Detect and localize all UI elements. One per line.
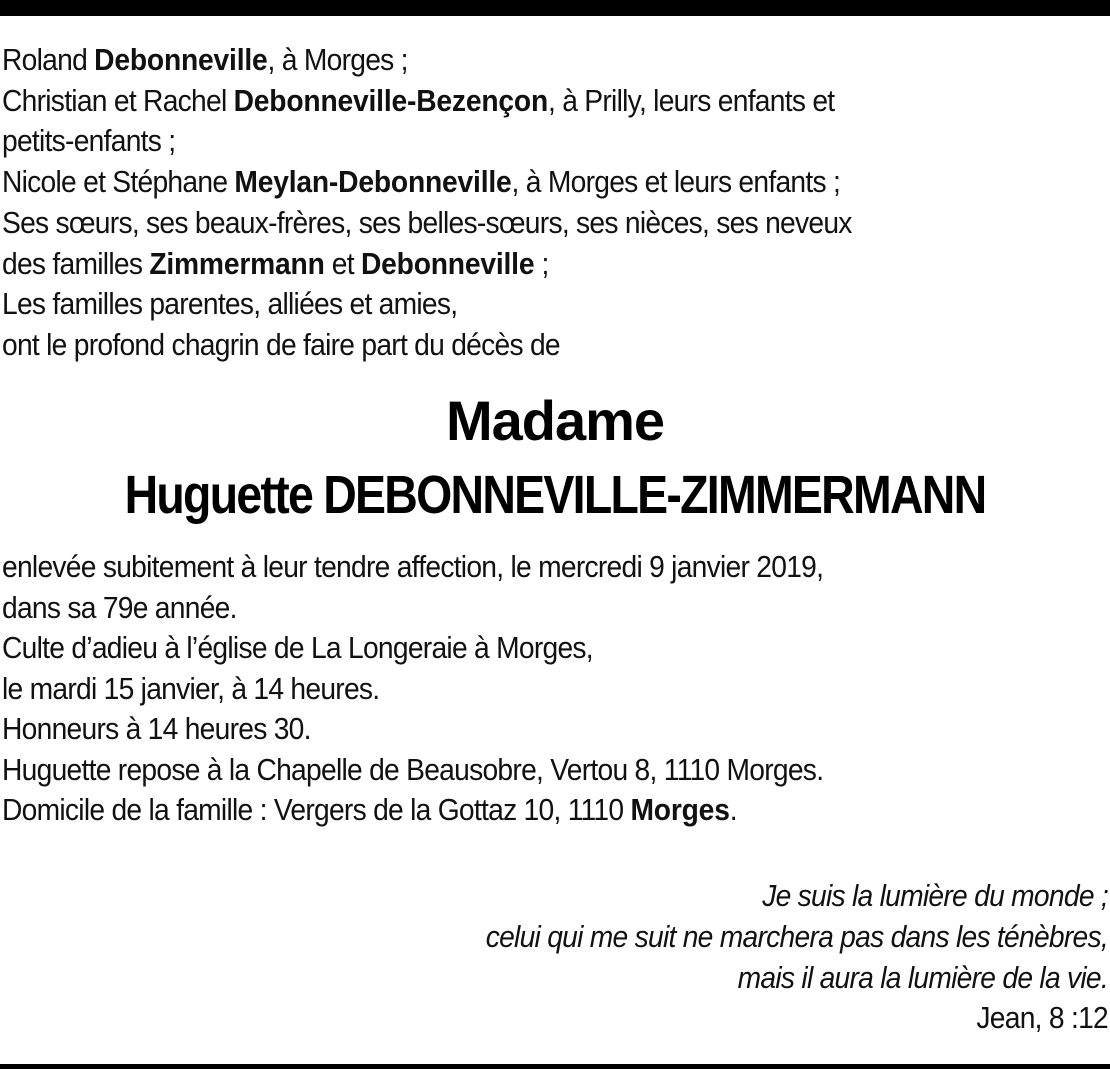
bible-verse bbox=[107, 876, 1108, 1039]
family-line-8: ont le profond chagrin de faire part du décès de bbox=[2, 326, 560, 362]
town-bold: Morges bbox=[630, 792, 730, 827]
funeral-details bbox=[2, 547, 1099, 831]
bottom-rule bbox=[0, 1064, 1110, 1069]
verse-line-2: celui qui me suit ne marchera pas dans les ténèbres, bbox=[485, 918, 1108, 954]
family-line-4: Nicole et Stéphane Meylan-Debonneville, à Morges et leurs enfants ; bbox=[2, 164, 841, 200]
family-line-7: Les familles parentes, alliées et amies, bbox=[2, 286, 458, 322]
family-line-3: petits-enfants ; bbox=[2, 123, 176, 159]
verse-line-1: Je suis la lumière du monde ; bbox=[762, 878, 1108, 913]
family-name-bold: Meylan-Debonneville bbox=[234, 164, 512, 200]
family-announcement bbox=[2, 40, 1099, 366]
details-line-7: Domicile de la famille : Vergers de la Gottaz 10, 1110 Morges. bbox=[2, 792, 737, 827]
family-line-2: Christian et Rachel Debonneville-Bezençon, à Prilly, leurs enfants et bbox=[2, 82, 835, 118]
details-line-4: le mardi 15 janvier, à 14 heures. bbox=[2, 670, 380, 706]
verse-reference: Jean, 8 :12 bbox=[976, 1000, 1108, 1036]
family-line-6: des familles Zimmermann et Debonneville ; bbox=[2, 245, 549, 281]
details-line-5: Honneurs à 14 heures 30. bbox=[2, 711, 311, 746]
details-line-1: enlevée subitement à leur tendre affection, le mercredi 9 janvier 2019, bbox=[2, 549, 824, 584]
verse-line-3: mais il aura la lumière de la vie. bbox=[737, 959, 1108, 995]
family-line-5: Ses sœurs, ses beaux-frères, ses belles-sœurs, ses nièces, ses neveux bbox=[2, 204, 852, 240]
family-name-bold: Debonneville bbox=[94, 42, 268, 77]
family-line-1: Roland Debonneville, à Morges ; bbox=[2, 42, 408, 77]
family-name-bold: Debonneville bbox=[360, 245, 535, 281]
deceased-name: Huguette DEBONNEVILLE-ZIMMERMANN bbox=[124, 465, 986, 525]
family-name-bold: Zimmermann bbox=[149, 245, 325, 281]
details-line-6: Huguette repose à la Chapelle de Beausobre, Vertou 8, 1110 Morges. bbox=[2, 751, 824, 787]
family-name-bold: Debonneville-Bezençon bbox=[233, 82, 548, 118]
details-line-2: dans sa 79e année. bbox=[2, 589, 237, 625]
details-line-3: Culte d’adieu à l’église de La Longeraie à Morges, bbox=[2, 630, 593, 665]
top-rule bbox=[0, 0, 1110, 16]
deceased-title: Madame bbox=[445, 389, 665, 452]
